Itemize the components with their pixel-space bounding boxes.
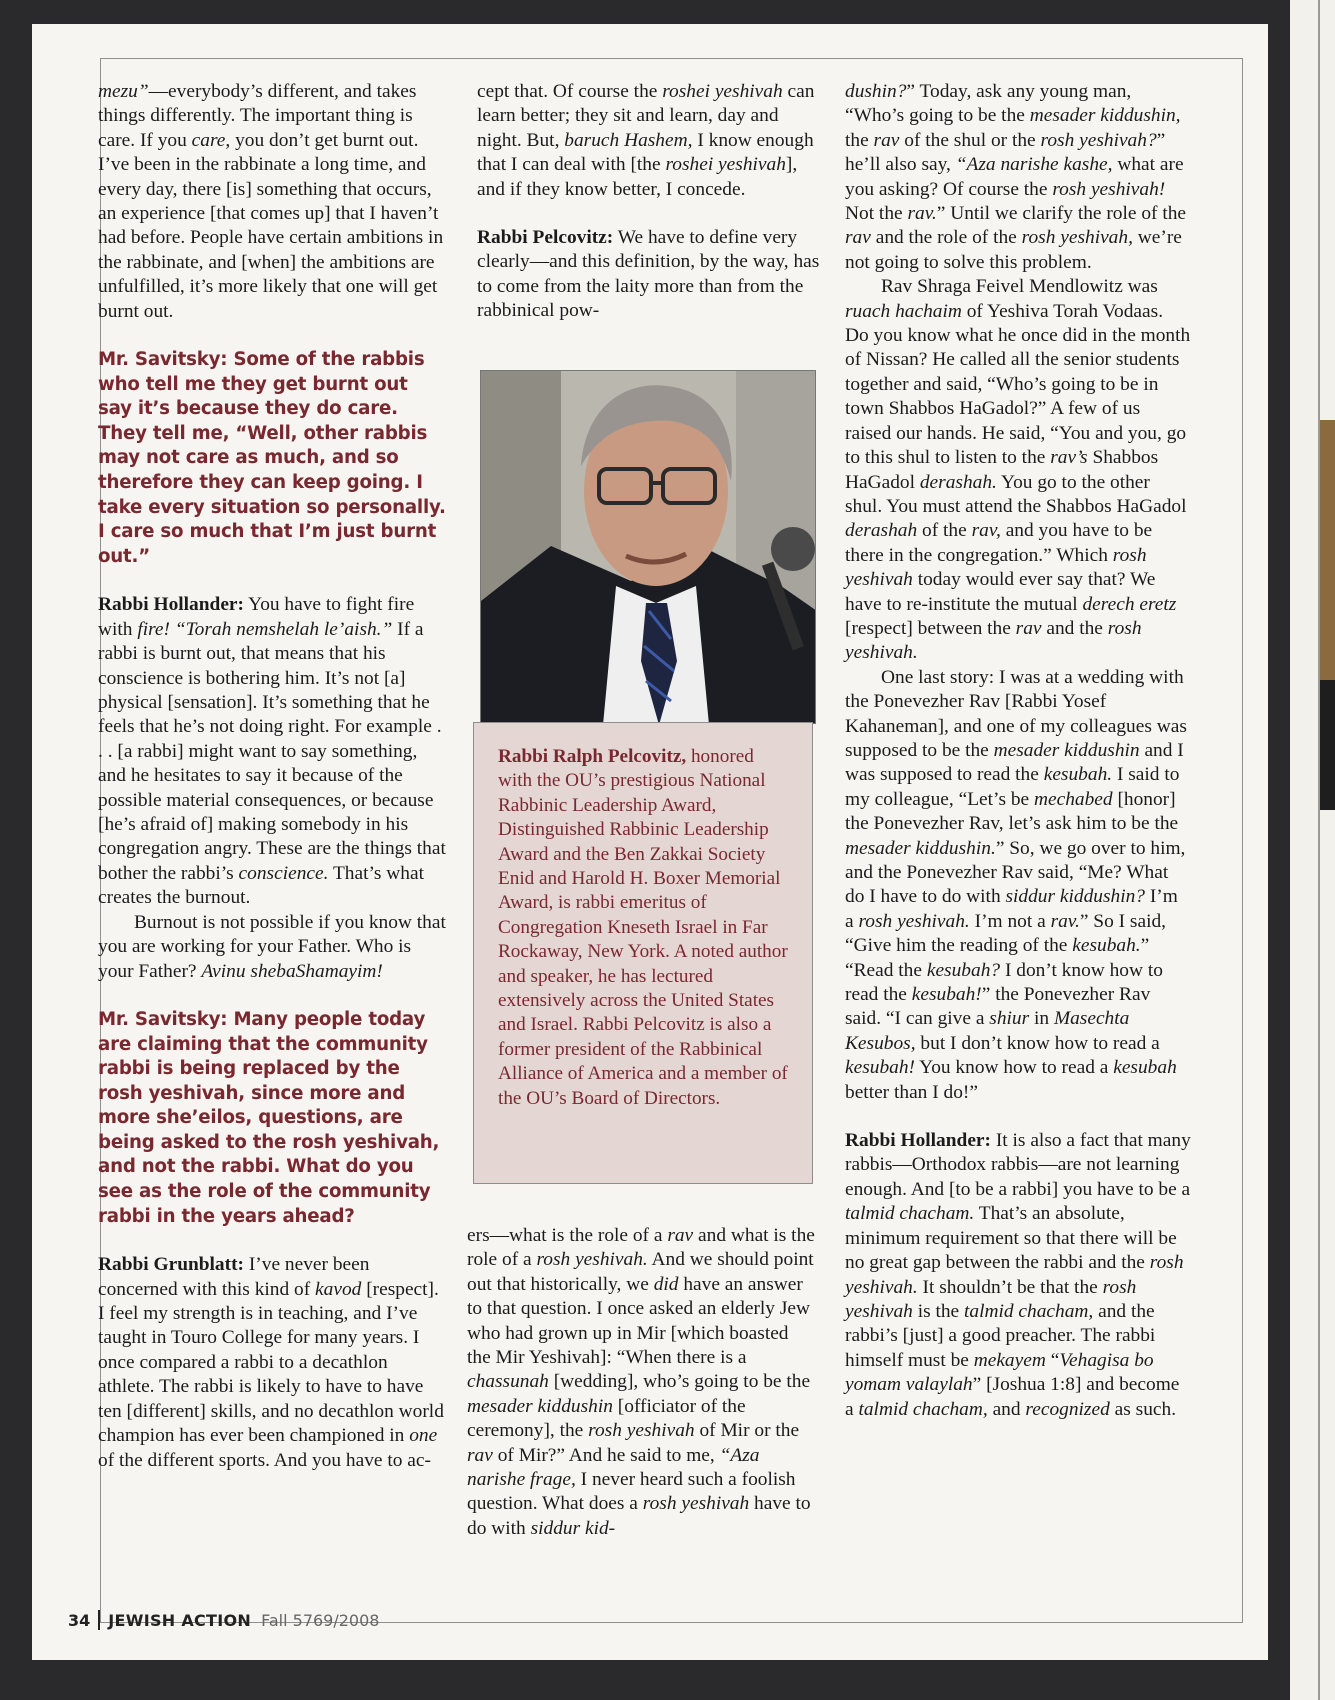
photo-caption-box (473, 722, 813, 1184)
magazine-name: JEWISH ACTION (108, 1611, 252, 1630)
speaker-name: Rabbi Grunblatt: (98, 1254, 244, 1276)
paragraph: Rav Shraga Feivel Mendlowitz was ruach hachaim of Yeshiva Torah Vodaas. Do you know what he once did in the month of Nissan? He called all the senior students together and said, “Who’s going to be in town Shabbos HaGadol?” A few of us raised our hands. He said, “You and you, go to this shul to listen to the rav’s Shabbos HaGadol derashah. You go to the other shul. You must attend the Shabbos HaGadol derashah of the rav, and you have to be there in the congregation.” Which rosh yeshivah today would ever say that? We have to re-institute the mutual derech eretz [respect] between the rav and the rosh yeshivah. (845, 276, 1191, 664)
page-number: 34 (68, 1611, 91, 1630)
paragraph: Rabbi Hollander: You have to fight fire with fire! “Torah nemshelah le’aish.” If a rabbi is burnt out, that means that his conscience is bothering him. It’s not [a] physical [sensation]. It’s something that he feels that he’s not doing right. For example . . . [a rabbi] might want to say something, and he hesitates to say it because of the possible material consequences, or because [he’s afraid of] making somebody in his congregation angry. These are the things that bother the rabbi’s conscience. That’s what creates the burnout. (98, 594, 446, 909)
portrait-photo (480, 370, 816, 724)
speaker-name: Rabbi Pelcovitz: (477, 227, 614, 249)
paragraph: One last story: I was at a wedding with the Ponevezher Rav [Rabbi Yosef Kahaneman], and one of my colleagues was supposed to be the mesader kiddushin and I was supposed to read the kesubah. I said to my colleague, “Let’s be mechabed [honor] the Ponevezher Rav, let’s ask him to be the mesader kiddushin.” So, we go over to him, and the Ponevezher Rav said, “Me? What do I have to do with siddur kiddushin? I’m a rosh yeshivah. I’m not a rav.” So I said, “Give him the reading of the kesubah.” “Read the kesubah? I don’t know how to read the kesubah!” the Ponevezher Rav said. “I can give a shiur in Masechta Kesubos, but I don’t know how to read a kesubah! You know how to read a kesubah better than I do!” (845, 666, 1187, 1103)
paragraph: Rabbi Grunblatt: I’ve never been concerned with this kind of kavod [respect]. I feel my strength is in teaching, and I’ve taught in Touro College for many years. I once compared a rabbi to a decathlon athlete. The rabbi is likely to have to have ten [different] skills, and no decathlon world champion has ever been championed in one of the different sports. And you have to ac- (98, 1254, 444, 1471)
issue-date: Fall 5769/2008 (261, 1611, 380, 1630)
column-3 (845, 80, 1191, 1422)
adjacent-photo-edge (1320, 420, 1335, 680)
interviewer-question: Mr. Savitsky: Many people today are claiming that the community rabbi is being replaced by the rosh yeshivah, since more and more she’eilos, questions, are being asked to the rosh yeshivah, and not the rabbi. What do you see as the role of the community rabbi in the years ahead? (98, 1008, 440, 1227)
column-2-top (477, 80, 825, 324)
column-1 (98, 80, 446, 1473)
paragraph: Rabbi Hollander: It is also a fact that many rabbis—Orthodox rabbis—are not learning enough. And [to be a rabbi] you have to be a talmid chacham. That’s an absolute, minimum requirement so that there will be no great gap between the rabbi and the rosh yeshivah. It shouldn’t be that the rosh yeshivah is the talmid chacham, and the rabbi’s [just] a good preacher. The rabbi himself must be mekayem “Vehagisa bo yomam valaylah” [Joshua 1:8] and become a talmid chacham, and recognized as such. (845, 1130, 1191, 1420)
paragraph: dushin?” Today, ask any young man, “Who’s going to be the mesader kiddushin, the rav of the shul or the rosh yeshivah?” he’ll also say, “Aza narishe kashe, what are you asking? Of course the rosh yeshivah! Not the rav.” Until we clarify the role of the rav and the role of the rosh yeshivah, we’re not going to solve this problem. (845, 81, 1187, 273)
adjacent-page-edge (1290, 0, 1335, 1700)
adjacent-photo-edge-dark (1320, 680, 1335, 810)
portrait-illustration (481, 371, 816, 724)
column-2-bottom (467, 1224, 815, 1541)
caption-name: Rabbi Ralph Pelcovitz, (498, 746, 687, 767)
paragraph: cept that. Of course the roshei yeshivah can learn better; they sit and learn, day and night. But, baruch Hashem, I know enough that I can deal with [the roshei yeshivah], and if they know better, I concede. (477, 81, 815, 200)
interviewer-question: Mr. Savitsky: Some of the rabbis who tell me they get burnt out say it’s because they do care. They tell me, “Well, other rabbis may not care as much, and so therefore they can keep going. I take every situation so personally. I care so much that I’m just burnt out.” (98, 349, 446, 567)
paragraph: ers—what is the role of a rav and what is the role of a rosh yeshivah. And we should point out that historically, we did have an answer to that question. I once asked an elderly Jew who had grown up in Mir [which boasted the Mir Yeshivah]: “When there is a chassunah [wedding], who’s going to be the mesader kiddushin [officiator of the ceremony], the rosh yeshivah of Mir or the rav of Mir?” And he said to me, “Aza narishe frage, I never heard such a foolish question. What does a rosh yeshivah have to do with siddur kid- (467, 1225, 815, 1539)
photo-caption: Rabbi Ralph Pelcovitz, honored with the OU’s prestigious National Rabbinic Leadership Award, Distinguished Rabbinic Leadership Award and the Ben Zakkai Society Enid and Harold H. Boxer Memorial Award, is rabbi emeritus of Congregation Kneseth Israel in Far Rockaway, New York. A noted author and speaker, he has lectured extensively across the United States and Israel. Rabbi Pelcovitz is also a former president of the Rabbinical Alliance of America and a member of the OU’s Board of Directors. (498, 746, 788, 1109)
paragraph: mezu”—everybody’s different, and takes things differently. The important thing is care. If you care, you don’t get burnt out. I’ve been in the rabbinate a long time, and every day, there [is] something that occurs, an experience [that comes up] that I haven’t had before. People have certain ambitions in the rabbinate, and [when] the ambitions are unfulfilled, it’s more likely that one will get burnt out. (98, 81, 444, 322)
footer-divider (98, 1610, 100, 1630)
speaker-name: Rabbi Hollander: (845, 1130, 991, 1152)
speaker-name: Rabbi Hollander: (98, 594, 244, 616)
page-gutter-line (1318, 0, 1320, 1700)
paragraph: Burnout is not possible if you know that you are working for your Father. Who is your Father? Avinu shebaShamayim! (98, 911, 446, 982)
page-footer (68, 1610, 379, 1630)
paragraph: Rabbi Pelcovitz: We have to define very clearly—and this definition, by the way, has to come from the laity more than from the rabbinical pow- (477, 227, 820, 322)
